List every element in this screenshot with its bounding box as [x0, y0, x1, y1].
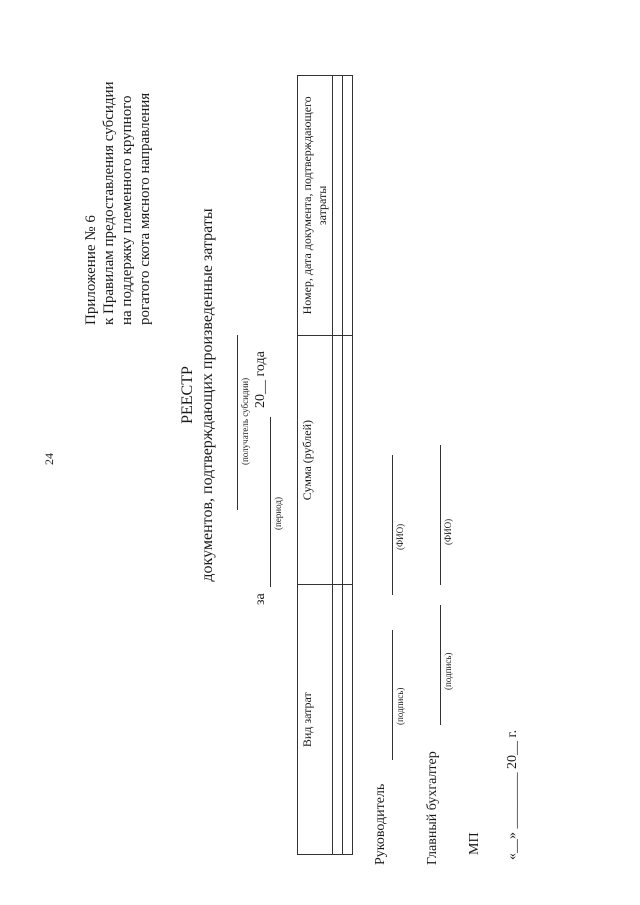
stamp-label: МП	[467, 832, 482, 855]
table-header-row	[298, 76, 333, 855]
table-cell	[333, 585, 343, 855]
table-cell	[343, 585, 353, 855]
signature-caption: (подпись)	[443, 652, 453, 690]
header-expense-type: Вид затрат	[298, 585, 333, 855]
document-title	[178, 185, 218, 605]
table-cell	[343, 335, 353, 585]
signature-role-head: Руководитель	[373, 783, 388, 865]
name-caption: (ФИО)	[443, 518, 453, 545]
period-prefix: за	[253, 593, 268, 605]
table-row	[343, 76, 353, 855]
table-cell	[333, 76, 343, 336]
period-caption: (период)	[273, 497, 283, 530]
title-heading: РЕЕСТР	[179, 366, 196, 424]
table-cell	[333, 335, 343, 585]
page-number: 24	[42, 453, 56, 465]
signature-caption: (подпись)	[395, 687, 405, 725]
appendix-line: на поддержку племенного крупного	[119, 95, 135, 325]
name-line	[440, 445, 441, 585]
signature-line	[440, 605, 441, 725]
recipient-caption: (получатель субсидии)	[240, 377, 250, 465]
appendix-line: к Правилам предоставления субсидии	[101, 81, 117, 325]
signature-line	[392, 630, 393, 760]
header-document: Номер, дата документа, подтверждающего затраты	[298, 76, 333, 336]
registry-table	[297, 75, 353, 855]
appendix-line: Приложение № 6	[83, 215, 99, 325]
date-line: «__» ________ 20__ г.	[505, 729, 520, 860]
table-row	[333, 76, 343, 855]
name-line	[392, 455, 393, 595]
period-year: 20__ года	[253, 351, 268, 408]
title-subheading: документов, подтверждающих произведенные затраты	[199, 208, 216, 582]
signature-role-accountant: Главный бухгалтер	[425, 751, 440, 865]
period-line	[270, 417, 271, 587]
appendix-line: рогатого скота мясного направления	[137, 92, 153, 325]
table-cell	[343, 76, 353, 336]
appendix-note	[82, 81, 154, 325]
recipient-line	[237, 335, 238, 510]
name-caption: (ФИО)	[395, 523, 405, 550]
header-amount: Сумма (рублей)	[298, 335, 333, 585]
